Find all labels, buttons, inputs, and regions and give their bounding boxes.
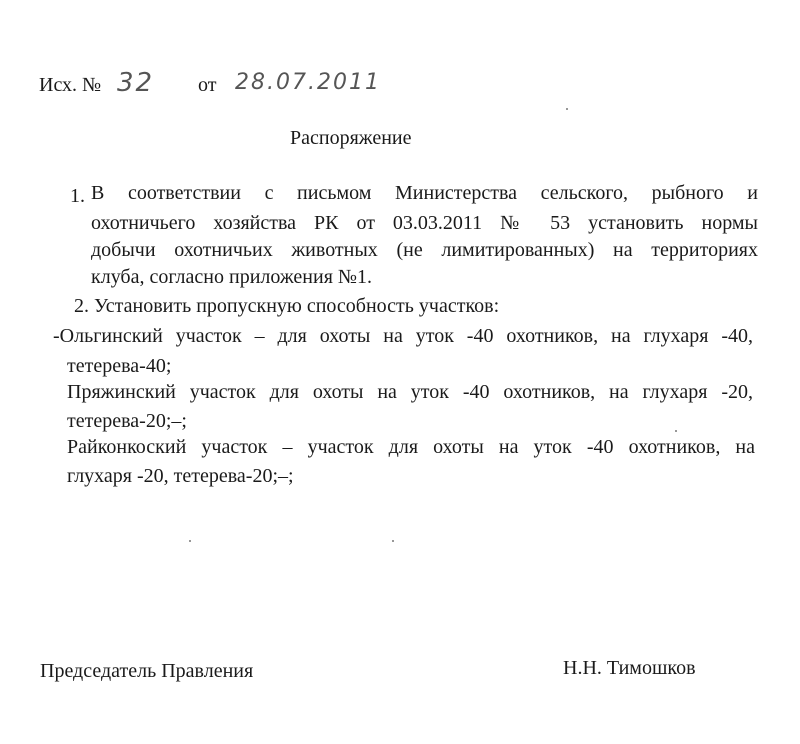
outgoing-number-handwritten: 32	[117, 68, 155, 98]
item1-line: клуба, согласно приложения №1.	[91, 266, 372, 288]
document-title: Распоряжение	[290, 127, 412, 149]
plot-line: глухаря -20, тетерева-20;–;	[67, 465, 294, 487]
signature-name: Н.Н. Тимошков	[563, 657, 696, 679]
item1-line: В соответствии с письмом Министерства сельского, рыбного и	[91, 182, 758, 204]
plot-line: -Ольгинский участок – для охоты на уток -40 охотников, на глухаря -40,	[53, 325, 753, 347]
outgoing-label: Исх. №	[39, 74, 102, 96]
date-label: от	[198, 74, 217, 96]
item1-line: добычи охотничьих животных (не лимитированных) на территориях	[91, 239, 758, 261]
scan-speck	[189, 540, 191, 542]
item2-text: 2. Установить пропускную способность участков:	[74, 295, 500, 317]
plot-line: тетерева-20;–;	[67, 410, 187, 432]
scan-speck	[392, 540, 394, 542]
scan-speck	[675, 430, 677, 432]
date-handwritten: 28.07.2011	[235, 70, 381, 95]
plot-line: Райконкоский участок – участок для охоты на уток -40 охотников, на	[67, 436, 755, 458]
plot-line: тетерева-40;	[67, 355, 172, 377]
plot-line: Пряжинский участок для охоты на уток -40 охотников, на глухаря -20,	[67, 381, 753, 403]
signature-position: Председатель Правления	[40, 660, 254, 682]
scan-speck	[566, 108, 568, 110]
item1-line: охотничьего хозяйства РК от 03.03.2011 № 53 установить нормы	[91, 212, 758, 234]
item1-number: 1.	[70, 185, 85, 207]
